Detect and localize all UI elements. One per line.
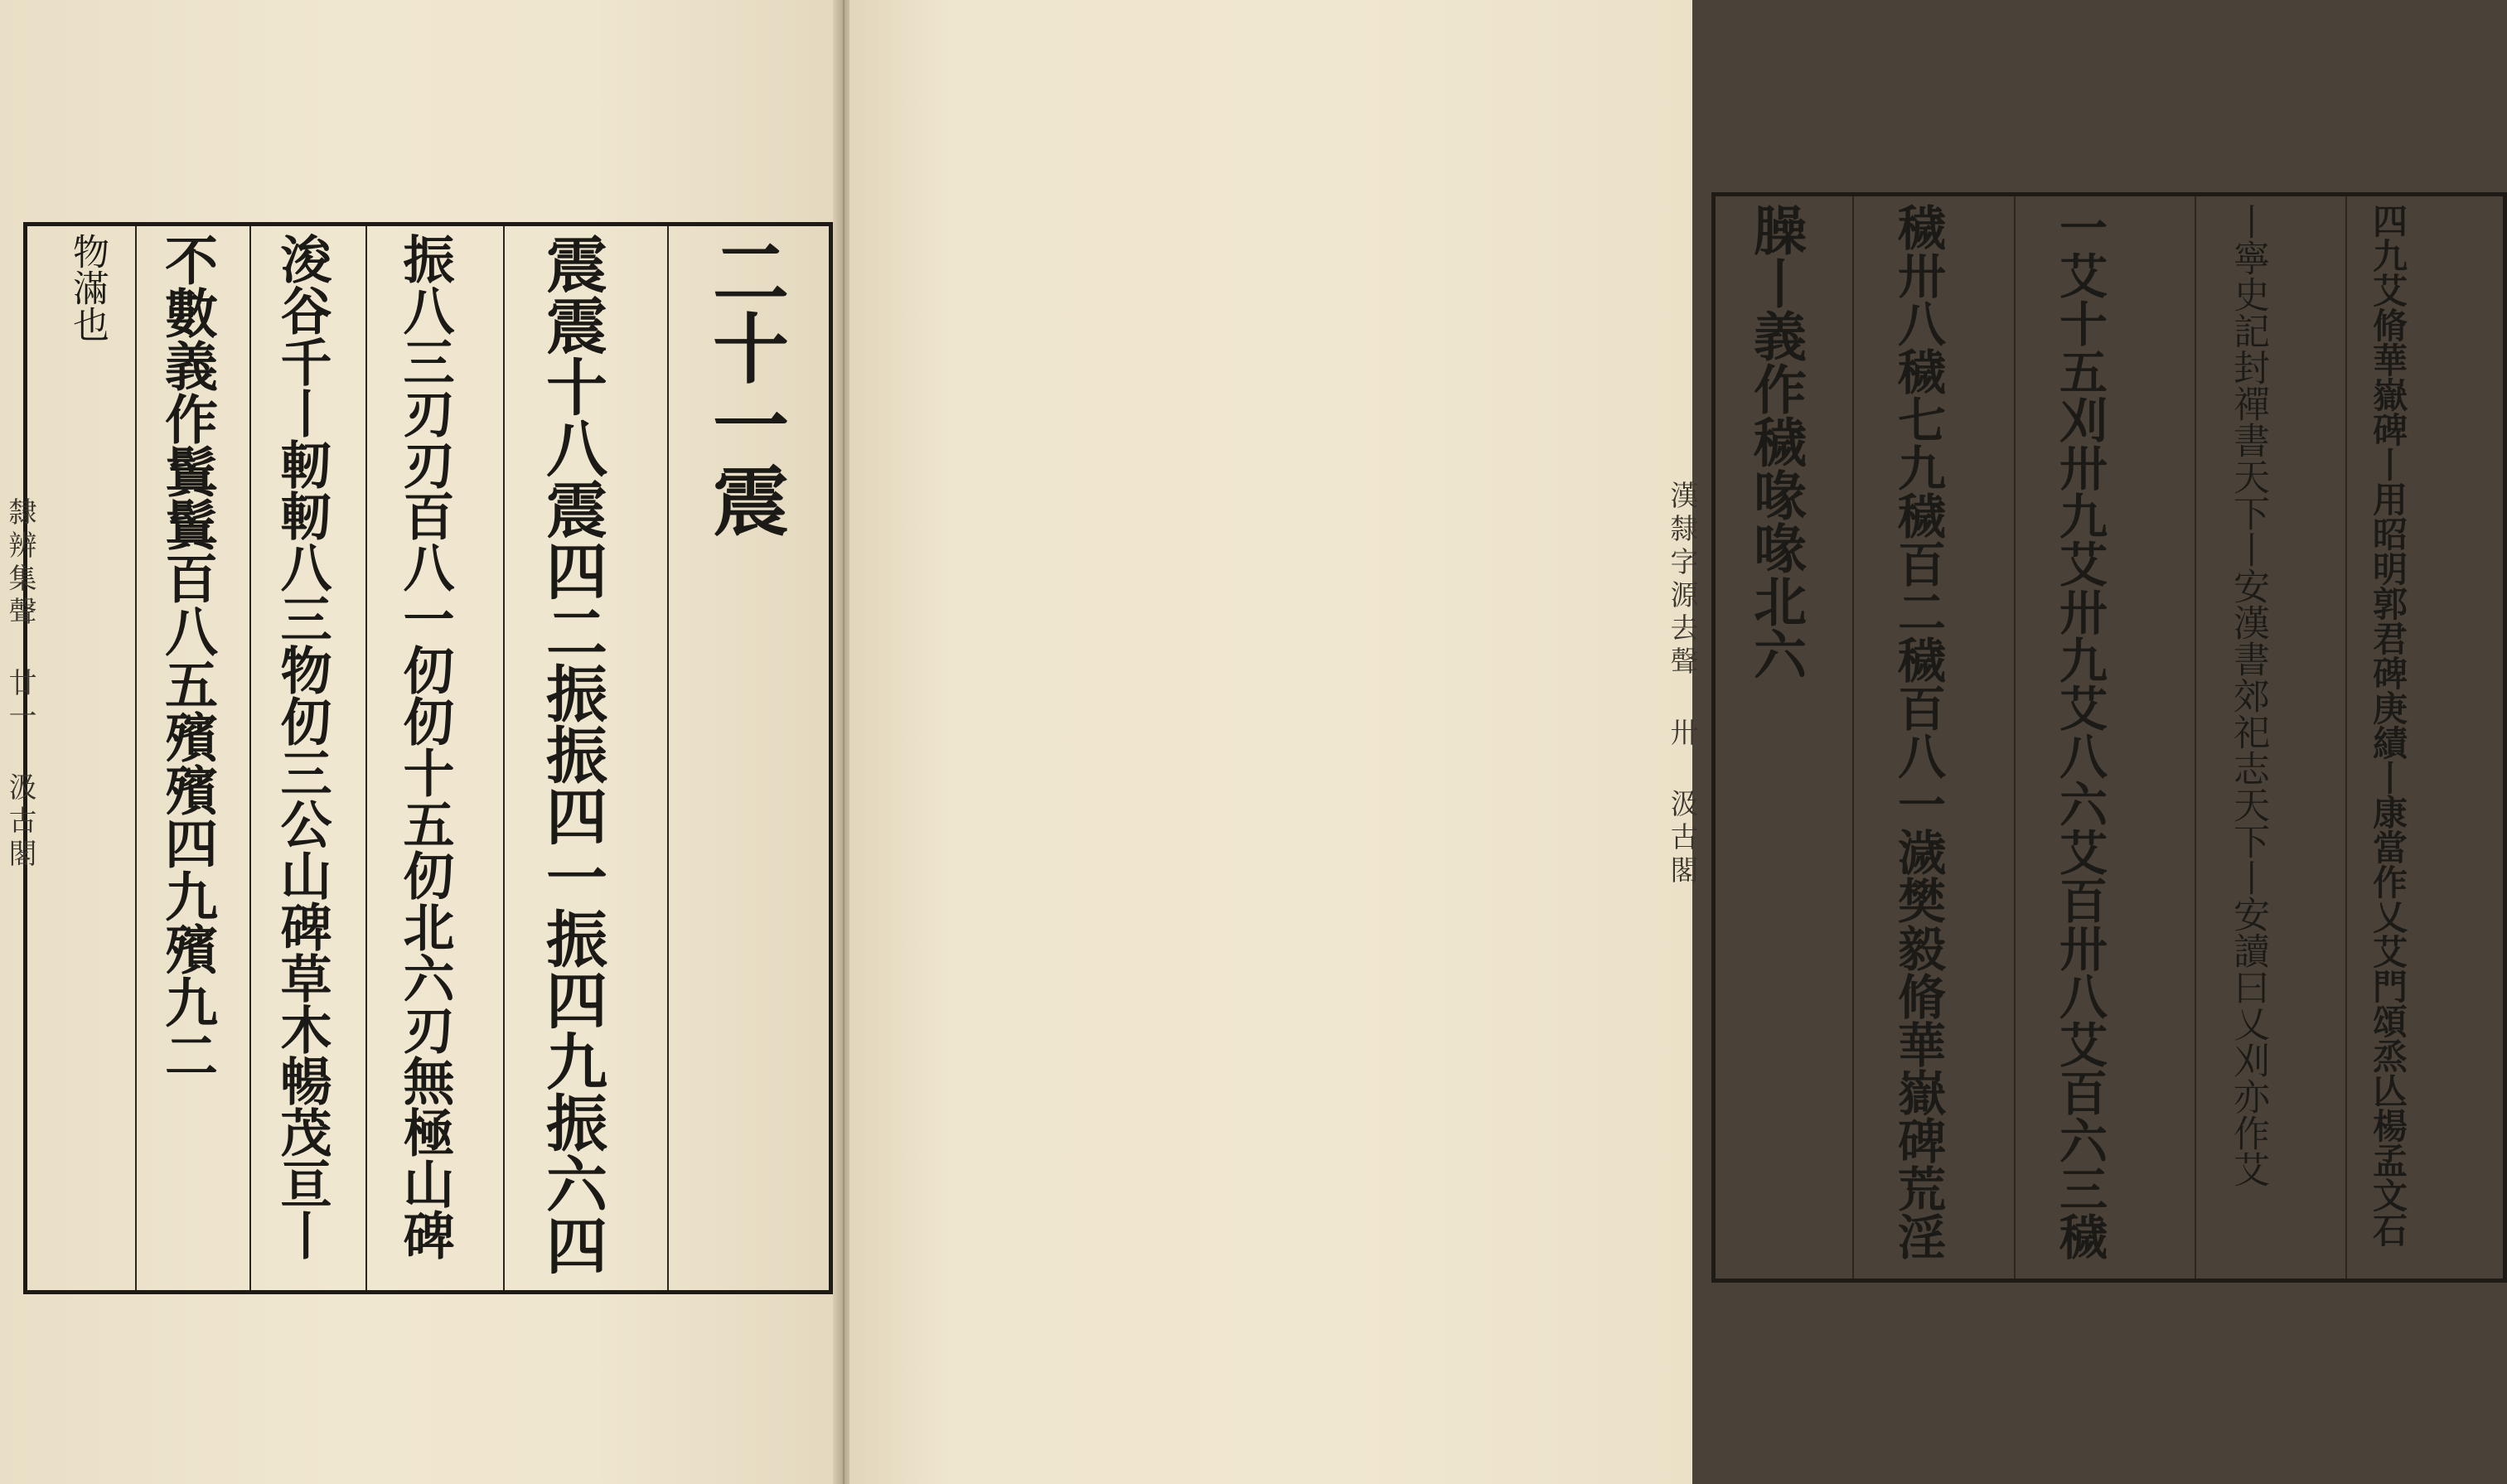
column-rule: [2014, 196, 2016, 1279]
right-column-3: 一艾十五刈卅九艾卅九艾八六艾百卅八艾百六三穢: [2051, 203, 2108, 1260]
column-rule: [667, 226, 669, 1290]
left-column-5: 不數義作鬒鬒百八五殯殯四九殯九二: [156, 233, 218, 1081]
right-column-4: 穢卅八穢七九穢百二穢百八一濊樊毅脩華嶽碑荒淫: [1890, 203, 1946, 1260]
right-margin-text: 漢隸字源去聲 卅 汲古閣: [1665, 481, 1698, 888]
left-margin-text: 隸辨集聲 廿一 汲古閣: [3, 497, 36, 872]
left-column-2: 震震十八震四二振振四一振四九振六四: [536, 233, 607, 1275]
right-page-frame: [1711, 192, 2507, 1283]
column-rule: [1852, 196, 1854, 1279]
right-page: [849, 0, 2408, 1484]
column-rule: [365, 226, 367, 1290]
right-column-1: 四九艾脩華嶽碑丨用昭明郭君碑庚績丨康當作乂艾門頌烝亾楊孟文石: [2368, 203, 2408, 1247]
column-rule: [135, 226, 137, 1290]
left-page: [0, 0, 840, 1484]
column-rule: [2195, 196, 2196, 1279]
column-rule: [2345, 196, 2347, 1279]
left-page-frame: [23, 222, 833, 1294]
left-column-1: 二十一震: [700, 233, 790, 538]
left-column-3: 振八三刃刃百八一仞仞十五仞北六刃無極山碑: [394, 233, 455, 1260]
column-rule: [503, 226, 505, 1290]
right-column-5: 臊丨義作穢喙喙北六: [1745, 203, 1807, 680]
column-rule: [249, 226, 251, 1290]
right-column-2: 丨寧史記封禪書天下丨安漢書郊祀志天下丨安讀曰乂刈亦作艾: [2227, 203, 2269, 1187]
left-column-6: 物滿也: [66, 233, 109, 342]
left-column-4: 浚谷千丨軔軔八三物仞三公山碑草木暢茂亘丨: [272, 233, 332, 1260]
